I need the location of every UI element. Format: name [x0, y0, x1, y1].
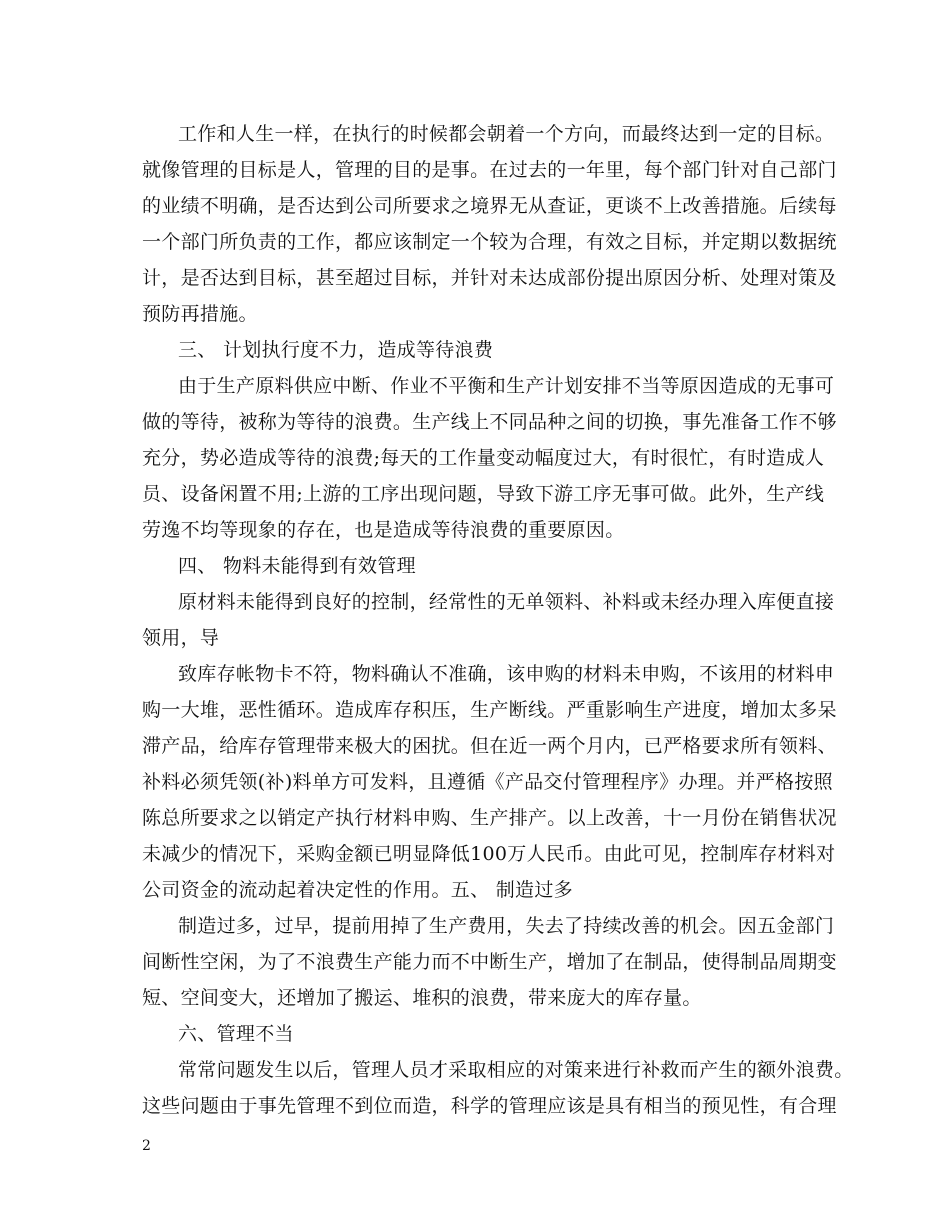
paragraph-line: 短、空间变大，还增加了搬运、堆积的浪费，带来庞大的库存量。	[142, 987, 702, 1009]
section-heading: 三、 计划执行度不力，造成等待浪费	[178, 339, 494, 361]
paragraph-line: 工作和人生一样，在执行的时候都会朝着一个方向，而最终达到一定的目标。	[178, 123, 835, 145]
paragraph-line: 充分，势必造成等待的浪费;每天的工作量变动幅度过大，有时很忙，有时造成人	[142, 447, 825, 469]
paragraph-line: 就像管理的目标是人，管理的目的是事。在过去的一年里，每个部门针对自己部门	[142, 159, 837, 181]
section-heading: 六、管理不当	[178, 1023, 294, 1045]
paragraph-line: 滞产品，给库存管理带来极大的困扰。但在近一两个月内，已严格要求所有领料、	[142, 735, 837, 757]
paragraph-line: 常常问题发生以后，管理人员才采取相应的对策来进行补救而产生的额外浪费。	[178, 1059, 854, 1081]
paragraph-line: 制造过多，过早，提前用掉了生产费用，失去了持续改善的机会。因五金部门	[178, 915, 835, 937]
section-heading: 四、 物料未能得到有效管理	[178, 555, 416, 577]
paragraph-line: 做的等待，被称为等待的浪费。生产线上不同品种之间的切换，事先准备工作不够	[142, 411, 837, 433]
paragraph-line: 的业绩不明确，是否达到公司所要求之境界无从查证，更谈不上改善措施。后续每	[142, 195, 837, 217]
paragraph-line: 致库存帐物卡不符，物料确认不准确，该申购的材料未申购，不该用的材料申	[178, 663, 835, 685]
paragraph-line: 这些问题由于事先管理不到位而造，科学的管理应该是具有相当的预见性，有合理	[142, 1095, 837, 1117]
paragraph-line: 计，是否达到目标，甚至超过目标，并针对未达成部份提出原因分析、处理对策及	[142, 267, 837, 289]
paragraph-line: 未减少的情况下，采购金额已明显降低100万人民币。由此可见，控制库存材料对	[142, 843, 836, 865]
paragraph-line: 补料必须凭领(补)料单方可发料，且遵循《产品交付管理程序》办理。并严格按照	[142, 771, 833, 793]
paragraph-line: 原材料未能得到良好的控制，经常性的无单领料、补料或未经办理入库便直接	[178, 591, 835, 613]
paragraph-line: 预防再措施。	[142, 303, 258, 325]
paragraph-line: 劳逸不均等现象的存在，也是造成等待浪费的重要原因。	[142, 519, 625, 541]
paragraph-line: 领用，导	[142, 627, 220, 649]
paragraph-line: 员、设备闲置不用;上游的工序出现问题，导致下游工序无事可做。此外，生产线	[142, 483, 825, 505]
paragraph-line: 购一大堆，恶性循环。造成库存积压，生产断线。严重影响生产进度，增加太多呆	[142, 699, 837, 721]
paragraph-line: 由于生产原料供应中断、作业不平衡和生产计划安排不当等原因造成的无事可	[178, 375, 835, 397]
page-number: 2	[142, 1138, 151, 1154]
paragraph-line: 陈总所要求之以销定产执行材料申购、生产排产。以上改善，十一月份在销售状况	[142, 807, 837, 829]
paragraph-line: 间断性空闲，为了不浪费生产能力而不中断生产，增加了在制品，使得制品周期变	[142, 951, 837, 973]
paragraph-line: 一个部门所负责的工作，都应该制定一个较为合理，有效之目标，并定期以数据统	[142, 231, 837, 253]
paragraph-line: 公司资金的流动起着决定性的作用。五、 制造过多	[142, 879, 573, 901]
